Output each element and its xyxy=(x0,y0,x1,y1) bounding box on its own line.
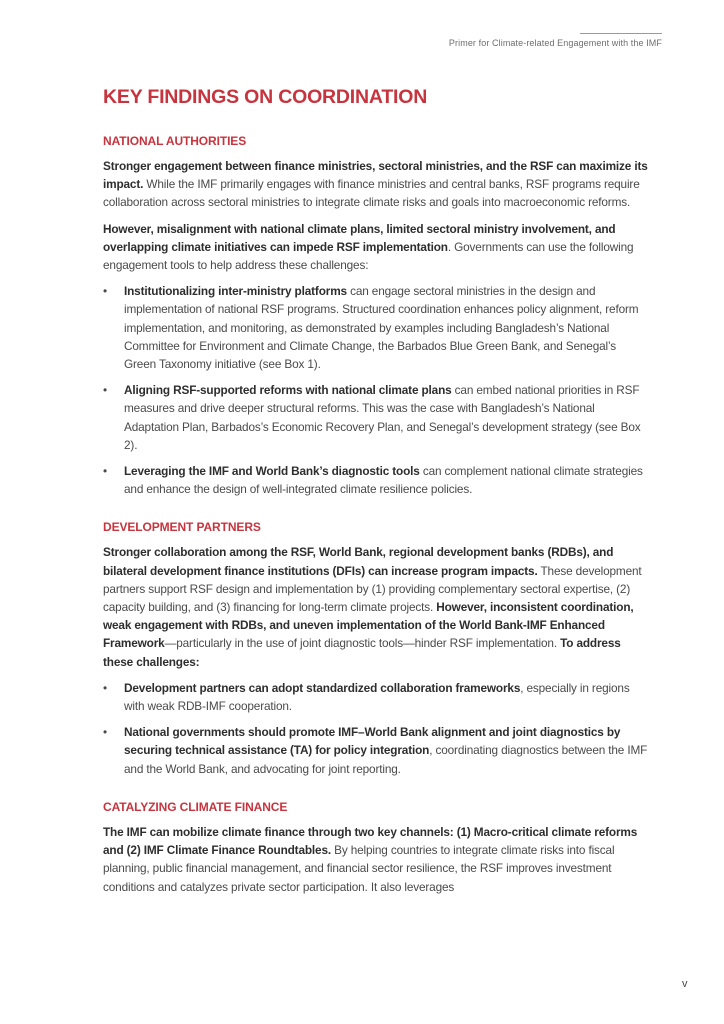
bullet-icon: • xyxy=(103,680,107,695)
paragraph: The IMF can mobilize climate finance through two key channels: (1) Macro-critical climate reforms and (2) IMF Climate Finance Roundtables. By helping countries to integrate climate risks into fiscal planning, public financial management, and financial sector resilience, the RSF improves investment conditions and catalyzes private sector participation. It also leverages xyxy=(103,824,638,894)
list-item: • Leveraging the IMF and World Bank’s diagnostic tools can complement national climate strategies and enhance the design of well-integrated climate resilience policies. xyxy=(103,464,643,497)
list-item: • Development partners can adopt standardized collaboration frameworks, especially in regions with weak RDB-IMF cooperation. xyxy=(103,680,630,714)
list-item: • Institutionalizing inter-ministry platforms can engage sectoral ministries in the design and implementation of national RSF programs. Structured coordination enhances policy alignment, reform implementation, and monitoring, as demonstrated by examples including Bangladesh’s National Committee for Environment and Climate Change, the Barbados Blue Green Bank, and Senegal’s Green Taxonomy initiative (see Box 1). xyxy=(103,284,639,372)
bullet-list xyxy=(103,282,648,498)
bullet-icon: • xyxy=(103,383,107,398)
bullet-icon: • xyxy=(103,464,107,479)
bullet-icon: • xyxy=(103,284,107,299)
section-heading: NATIONAL AUTHORITIES xyxy=(103,134,247,148)
page-content xyxy=(103,86,648,904)
bullet-list xyxy=(103,679,648,778)
page-number: v xyxy=(682,978,688,990)
section-national-authorities xyxy=(103,134,648,498)
section-heading: CATALYZING CLIMATE FINANCE xyxy=(103,799,288,814)
page-title: KEY FINDINGS ON COORDINATION xyxy=(103,86,428,108)
section-heading: DEVELOPMENT PARTNERS xyxy=(103,520,261,535)
list-item: • National governments should promote IMF–World Bank alignment and joint diagnostics by securing technical assistance (TA) for policy integration, coordinating diagnostics between the IMF and the World Bank, and advocating for joint reporting. xyxy=(103,725,648,776)
running-header: Primer for Climate-related Engagement with the IMF xyxy=(448,38,662,48)
paragraph: Stronger collaboration among the RSF, World Bank, regional development banks (RDBs), and bilateral development finance institutions (DFIs) can increase program impacts. These development partners support RSF design and implementation by (1) providing complementary sectoral expertise, (2) capacity building, and (3) financing for long-term climate projects. However, inconsistent coordination, weak engagement with RDBs, and uneven implementation of the World Bank-IMF Enhanced Framework—particularly in the use of joint diagnostic tools—hinder RSF implementation. To address these challenges: xyxy=(103,545,642,669)
paragraph: However, misalignment with national climate plans, limited sectoral ministry involvement, and overlapping climate initiatives can impede RSF implementation. Governments can use the following engagement tools to help address these challenges: xyxy=(103,221,634,273)
section-catalyzing-climate-finance xyxy=(103,800,648,896)
list-item: • Aligning RSF-supported reforms with national climate plans can embed national priorities in RSF measures and drive deeper structural reforms. This was the case with Bangladesh’s National Adaptation Plan, Barbados’s Economic Recovery Plan, and Senegal’s development strategy (see Box 2). xyxy=(103,383,641,452)
header-rule xyxy=(580,33,662,34)
paragraph: Stronger engagement between finance ministries, sectoral ministries, and the RSF can maximize its impact. While the IMF primarily engages with finance ministries and central banks, RSF programs require collaboration across sectoral ministries to integrate climate risks and goals into macroeconomic reforms. xyxy=(103,159,648,210)
bullet-icon: • xyxy=(103,725,107,740)
section-development-partners xyxy=(103,520,648,777)
